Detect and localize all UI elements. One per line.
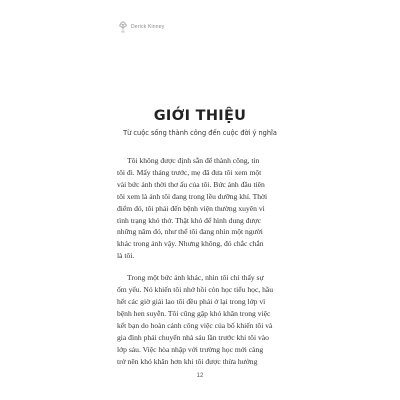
text-line: trở nên khó khăn hơn khi tôi được thừa hưởng [117, 356, 258, 366]
body-text [117, 155, 284, 367]
text-line: những năm đó, như thể tôi đang nhìn một người [117, 227, 263, 237]
text-line: vài bức ảnh thời thơ ấu của tôi. Bức ảnh đầu tiên [117, 179, 265, 189]
text-line: ốm yếu. Nó khiến tôi nhớ hồi còn học tiểu học, hầu [117, 285, 274, 295]
text-line: kết bạn do hoàn cảnh công việc của bố khiến tôi và [117, 320, 273, 330]
text-line: lớp sáu. Việc hòa nhập với trường học mới càng [117, 344, 264, 354]
text-line: khác trong ảnh vậy. Nhưng không, đó chắc chắn [117, 239, 264, 249]
chapter-subtitle: Từ cuộc sống thành công đến cuộc đời ý nghĩa [123, 129, 277, 137]
paragraph-2 [117, 272, 284, 367]
tree-icon [118, 21, 128, 33]
running-header [118, 21, 164, 33]
text-line: tình trạng khó thở. Thật khó để hình dung được [117, 215, 262, 225]
paragraph-1 [117, 155, 284, 262]
page-number: 12 [196, 373, 204, 379]
text-line: bệnh hen suyễn. Tôi cũng gặp khó khăn trong việc [117, 308, 271, 318]
text-line: tôi đi. Mấy tháng trước, mẹ đã đưa tôi xem một [117, 167, 262, 177]
text-line: điểm đó, tôi phải đến bệnh viện thường xuyên vì [117, 203, 265, 213]
text-line: gia đình phải chuyển nhà sáu lần trước khi tôi vào [117, 332, 269, 342]
chapter-title: GIỚI THIỆU [153, 108, 247, 124]
text-line: Tôi không được định sẵn để thành công, tin [127, 156, 260, 165]
text-line: Trong một bức ảnh khác, nhìn tôi chỉ thấy sự [127, 273, 264, 283]
author-name: Derick Kinney [131, 24, 165, 30]
text-line: tôi xem là ảnh tôi đang trong lều dưỡng khí. Thời [117, 191, 268, 201]
text-line: hết các giờ giải lao tôi đều phải ở lại trong lớp vì [117, 296, 266, 306]
text-line: là tôi. [117, 251, 135, 261]
